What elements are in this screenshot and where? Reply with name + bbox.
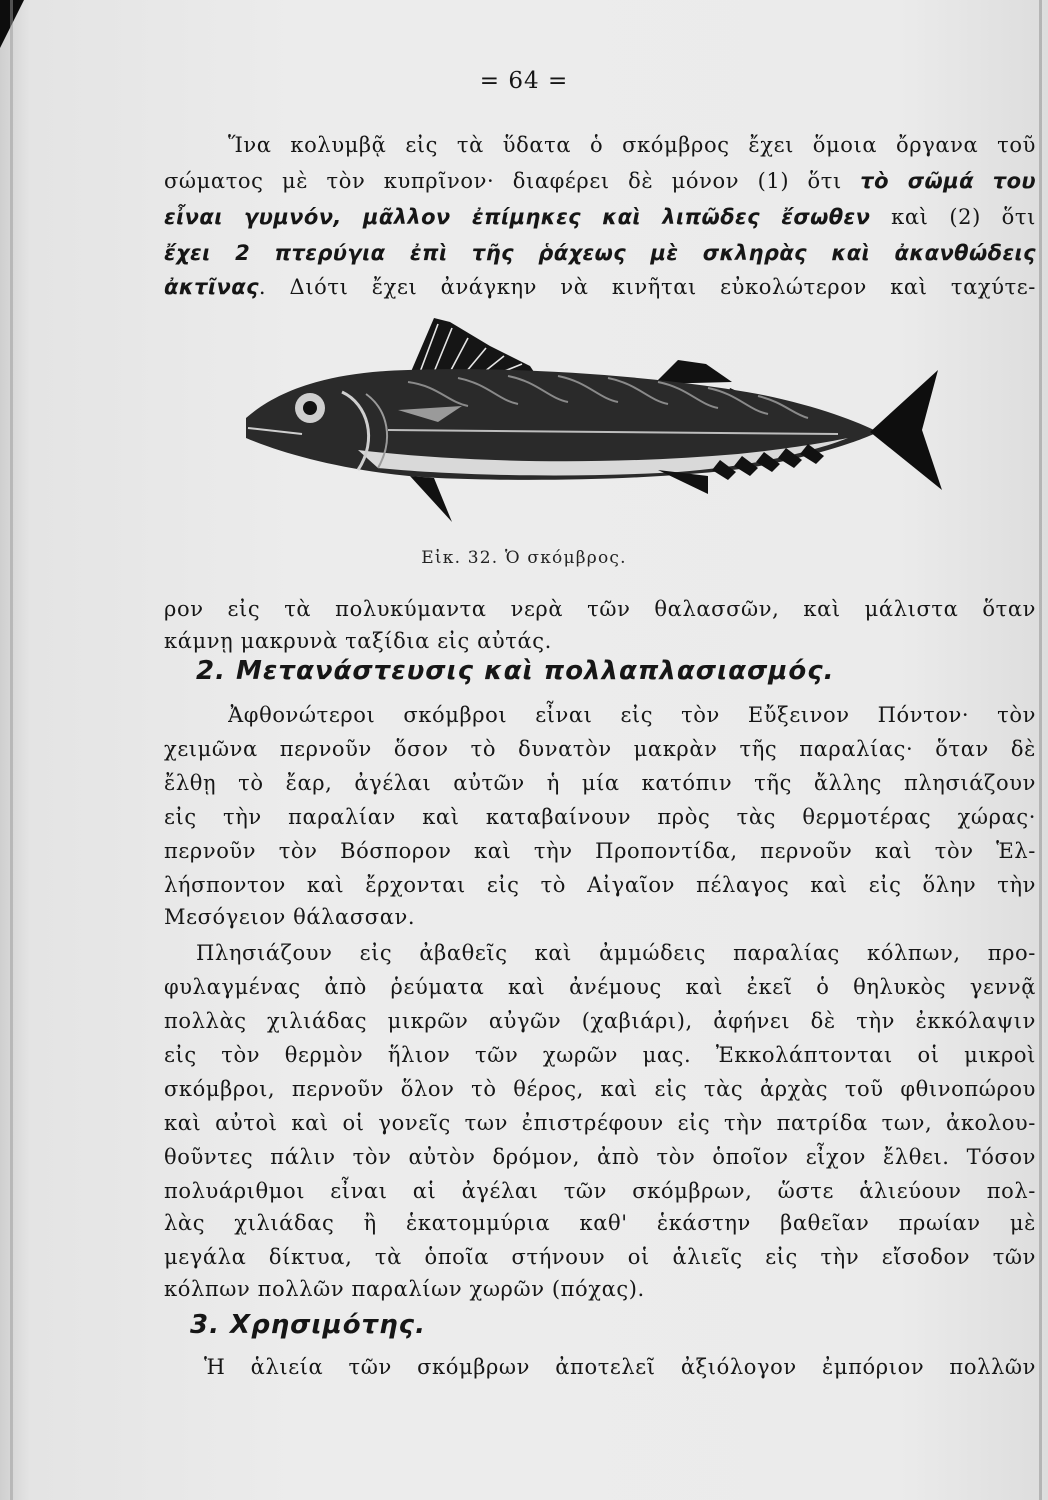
page-edge-shadow [10, 0, 13, 1500]
section-heading: 2. Μετανάστευσις καὶ πολλαπλασιασμός. [196, 656, 835, 686]
paragraph-line: Ἡ ἁλιεία τῶν σκόμβρων ἀποτελεῖ ἀξιόλογον ἐμπόριον πολλῶν [204, 1355, 1036, 1379]
emphasis-text: τὸ σῶμά του [860, 169, 1036, 193]
paragraph-line: κάμνῃ μακρυνὰ ταξίδια εἰς αὐτάς. [164, 629, 552, 653]
paragraph-line: περνοῦν τὸν Βόσπορον καὶ τὴν Προποντίδα, περνοῦν καὶ τὸν Ἑλ- [164, 839, 1036, 863]
figure-caption: Εἰκ. 32. Ὁ σκόμβρος. [421, 548, 627, 568]
emphasis-text: εἶναι γυμνόν, μᾶλλον ἐπίμηκες καὶ λιπῶδες ἔσωθεν [164, 205, 871, 229]
paragraph-line: καὶ αὐτοὶ καὶ οἱ γονεῖς των ἐπιστρέφουν εἰς τὴν πατρίδα των, ἀκολου- [164, 1111, 1036, 1135]
paragraph-line: μεγάλα δίκτυα, τὰ ὁποῖα στήνουν οἱ ἁλιεῖς εἰς τὴν εἴσοδον τῶν [164, 1245, 1036, 1269]
emphasis-text: ἀκτῖνας [164, 275, 259, 299]
page-edge-shadow [1039, 0, 1042, 1500]
paragraph-line: ἀκτῖνας. Διότι ἔχει ἀνάγκην νὰ κινῆται εὐκολώτερον καὶ ταχύτε- [164, 275, 1036, 299]
paragraph-line: πολυάριθμοι εἶναι αἱ ἀγέλαι τῶν σκόμβρων, ὥστε ἁλιεύουν πολ- [164, 1179, 1036, 1203]
paragraph-line: Μεσόγειον θάλασσαν. [164, 905, 416, 929]
paragraph-line: ἔλθῃ τὸ ἔαρ, ἀγέλαι αὐτῶν ἡ μία κατόπιν τῆς ἄλλης πλησιάζουν [164, 771, 1036, 795]
mackerel-illustration [238, 310, 944, 528]
paragraph-line: θοῦντες πάλιν τὸν αὐτὸν δρόμον, ἀπὸ τὸν ὁποῖον εἶχον ἔλθει. Τόσον [164, 1145, 1036, 1169]
paragraph-line: εἶναι γυμνόν, μᾶλλον ἐπίμηκες καὶ λιπῶδες ἔσωθεν καὶ (2) ὅτι [164, 205, 1036, 229]
emphasis-text: ἔχει 2 πτερύγια ἐπὶ τῆς ῥάχεως μὲ σκληρὰς καὶ ἀκανθώδεις [164, 241, 1036, 265]
paragraph-line: Ἵνα κολυμβᾷ εἰς τὰ ὕδατα ὁ σκόμβρος ἔχει ὅμοια ὄργανα τοῦ [228, 133, 1036, 157]
paragraph-line: λὰς χιλιάδας ἢ ἑκατομμύρια καθ' ἑκάστην βαθεῖαν πρωίαν μὲ [164, 1211, 1036, 1235]
paragraph-line: ρον εἰς τὰ πολυκύμαντα νερὰ τῶν θαλασσῶν, καὶ μάλιστα ὅταν [164, 597, 1036, 621]
section-heading: 3. Χρησιμότης. [190, 1310, 426, 1340]
page-number: = 64 = [479, 68, 569, 94]
paragraph-line [164, 238, 1036, 268]
paragraph-line: λήσποντον καὶ ἔρχονται εἰς τὸ Αἰγαῖον πέλαγος καὶ εἰς ὅλην τὴν [164, 873, 1036, 897]
paragraph-line: εἰς τὸν θερμὸν ἥλιον τῶν χωρῶν μας. Ἐκκολάπτονται οἱ μικροὶ [164, 1043, 1036, 1067]
paragraph-line: χειμῶνα περνοῦν ὅσον τὸ δυνατὸν μακρὰν τῆς παραλίας· ὅταν δὲ [164, 737, 1036, 761]
paragraph-line: φυλαγμένας ἀπὸ ῥεύματα καὶ ἀνέμους καὶ ἐκεῖ ὁ θηλυκὸς γεννᾷ [164, 975, 1036, 999]
paragraph-line: Ἀφθονώτεροι σκόμβροι εἶναι εἰς τὸν Εὔξεινον Πόντον· τὸν [228, 703, 1036, 727]
paragraph-line: Πλησιάζουν εἰς ἀβαθεῖς καὶ ἀμμώδεις παραλίας κόλπων, προ- [196, 941, 1036, 965]
paragraph-line: εἰς τὴν παραλίαν καὶ καταβαίνουν πρὸς τὰς θερμοτέρας χώρας· [164, 805, 1036, 829]
paragraph-line: πολλὰς χιλιάδας μικρῶν αὐγῶν (χαβιάρι), ἀφήνει δὲ τὴν ἐκκόλαψιν [164, 1009, 1036, 1033]
paragraph-line: σκόμβροι, περνοῦν ὅλον τὸ θέρος, καὶ εἰς τὰς ἀρχὰς τοῦ φθινοπώρου [164, 1077, 1036, 1101]
paragraph-line: κόλπων πολλῶν παραλίων χωρῶν (πόχας). [164, 1277, 645, 1301]
paragraph-line: σώματος μὲ τὸν κυπρῖνον· διαφέρει δὲ μόνον (1) ὅτι τὸ σῶμά του [164, 169, 1036, 193]
